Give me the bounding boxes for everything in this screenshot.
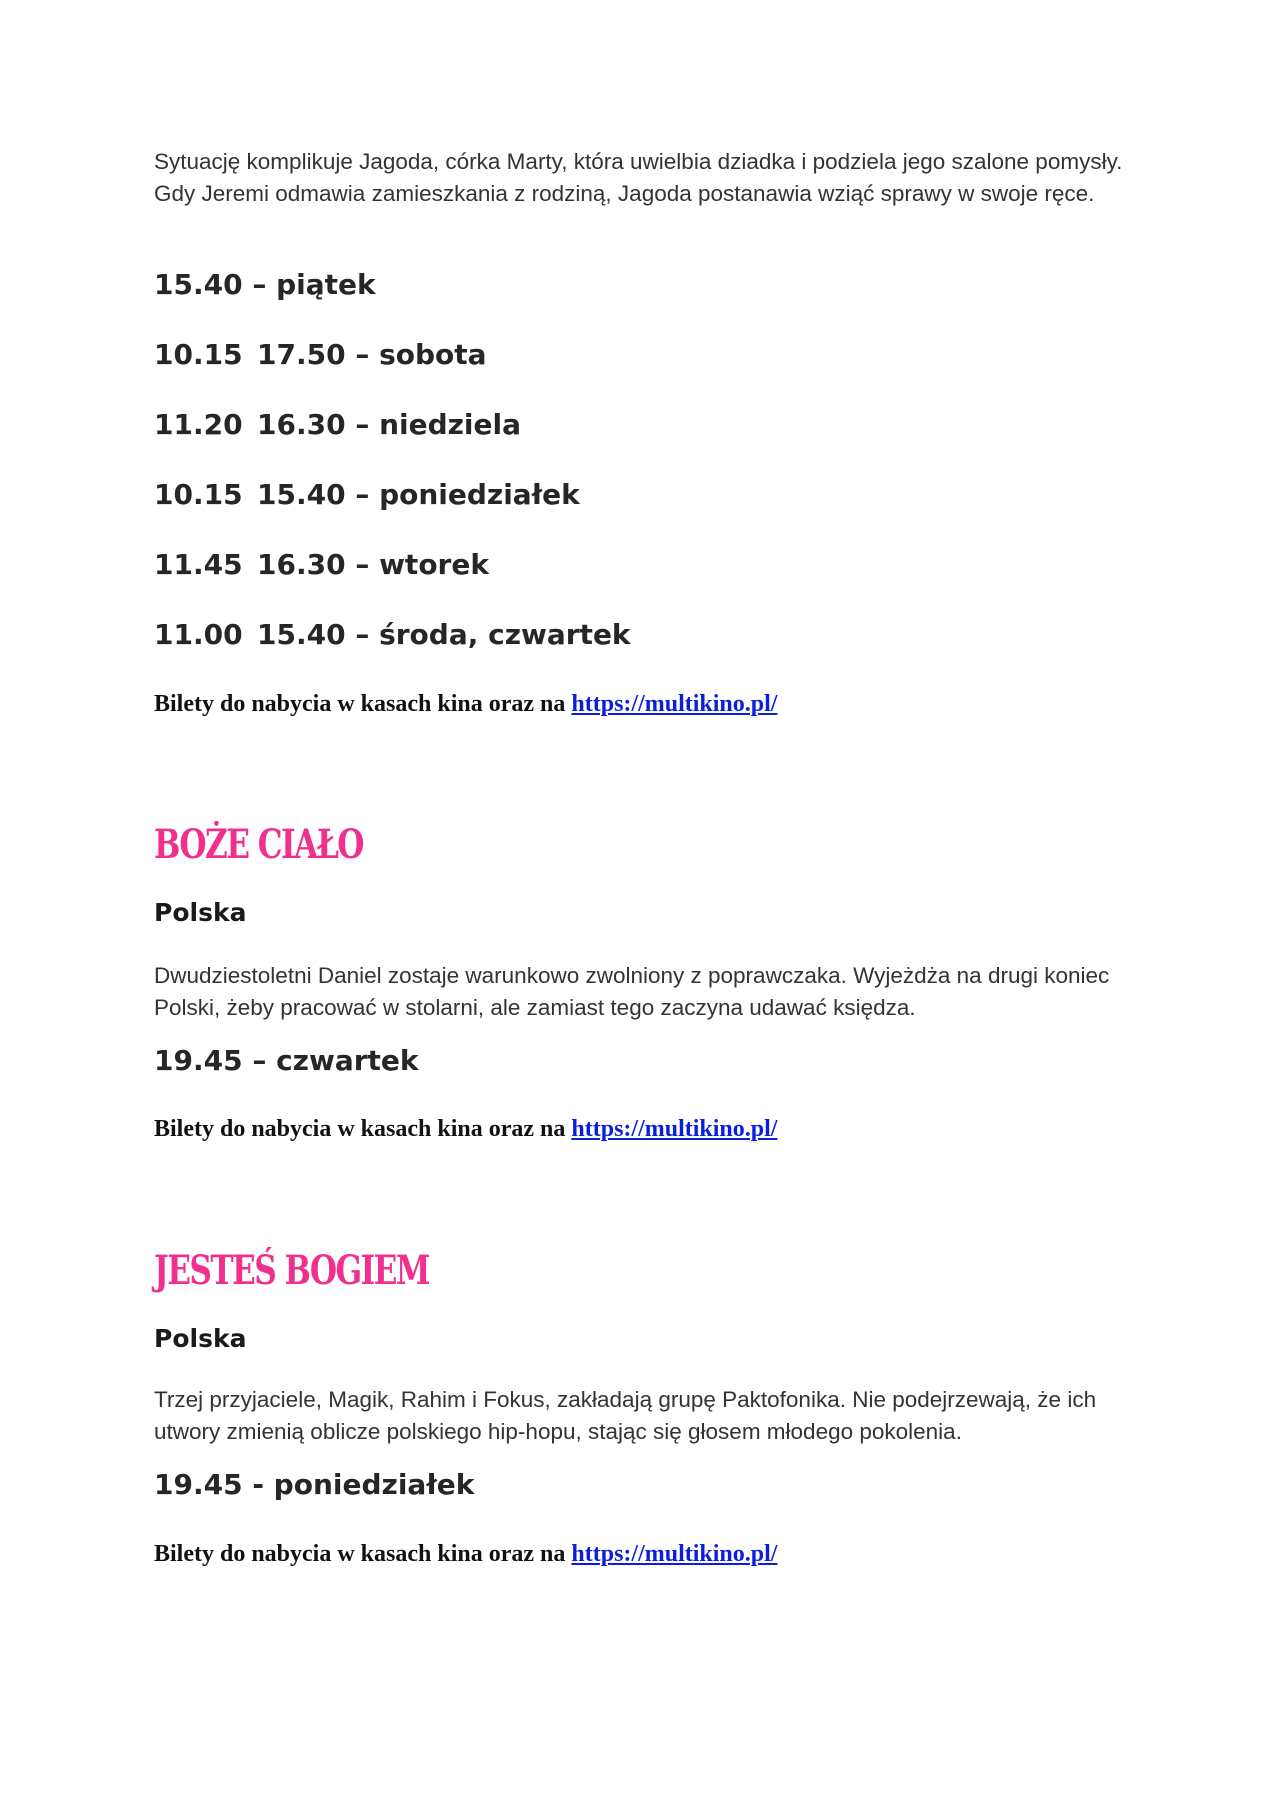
- multikino-link[interactable]: https://multikino.pl/: [571, 691, 778, 717]
- showtime-text: 15.40 – piątek: [154, 268, 376, 301]
- tickets-text: Bilety do nabycia w kasach kina oraz na: [154, 1541, 566, 1567]
- showtime-saturday: [154, 338, 487, 372]
- showtime-late: 15.40 – poniedziałek: [257, 478, 580, 511]
- tickets-text: Bilety do nabycia w kasach kina oraz na: [154, 691, 566, 717]
- tickets-text: Bilety do nabycia w kasach kina oraz na: [154, 1116, 566, 1142]
- showtime-late: 15.40 – środa, czwartek: [257, 618, 631, 651]
- showtime-sunday: [154, 408, 521, 442]
- showtime-wed-thu: [154, 618, 631, 652]
- multikino-link[interactable]: https://multikino.pl/: [571, 1116, 778, 1142]
- movie-description: Dwudziestoletni Daniel zostaje warunkowo zwolniony z poprawczaka. Wyjeżdża na drugi koniec Polski, żeby pracować w stolarni, ale zamiast tego zaczyna udawać księdza.: [154, 963, 1110, 1020]
- showtime-early: 10.15: [154, 478, 243, 511]
- tickets-line: [154, 689, 777, 719]
- showtime-early: 11.45: [154, 548, 243, 581]
- showtime-text: 19.45 - poniedziałek: [154, 1468, 475, 1501]
- showtime-early: 11.20: [154, 408, 243, 441]
- showtime-late: 16.30 – niedziela: [257, 408, 522, 441]
- movie-title-jestes-bogiem: JESTEŚ BOGIEM: [154, 1247, 429, 1294]
- showtime-late: 17.50 – sobota: [257, 338, 487, 371]
- intro-paragraph: Sytuację komplikuje Jagoda, córka Marty, która uwielbia dziadka i podziela jego szalone pomysły. Gdy Jeremi odmawia zamieszkania z rodziną, Jagoda postanawia wziąć sprawy w swoje ręce.: [154, 149, 1123, 206]
- showtime-thursday: [154, 1044, 419, 1078]
- tickets-line: [154, 1539, 777, 1569]
- multikino-link[interactable]: https://multikino.pl/: [571, 1541, 778, 1567]
- movie-title-boze-cialo: BOŻE CIAŁO: [154, 821, 363, 868]
- movie-country: Polska: [154, 1324, 247, 1353]
- showtime-late: 16.30 – wtorek: [257, 548, 489, 581]
- showtime-early: 11.00: [154, 618, 243, 651]
- showtime-friday: [154, 268, 376, 302]
- showtime-tuesday: [154, 548, 489, 582]
- movie-description: Trzej przyjaciele, Magik, Rahim i Fokus, zakładają grupę Paktofonika. Nie podejrzewają, że ich utwory zmienią oblicze polskiego hip-hopu, stając się głosem młodego pokolenia.: [154, 1387, 1097, 1444]
- showtime-monday: [154, 478, 580, 512]
- tickets-line: [154, 1114, 777, 1144]
- movie-country: Polska: [154, 898, 247, 927]
- showtime-monday: [154, 1468, 474, 1502]
- showtime-text: 19.45 – czwartek: [154, 1044, 419, 1077]
- showtime-early: 10.15: [154, 338, 243, 371]
